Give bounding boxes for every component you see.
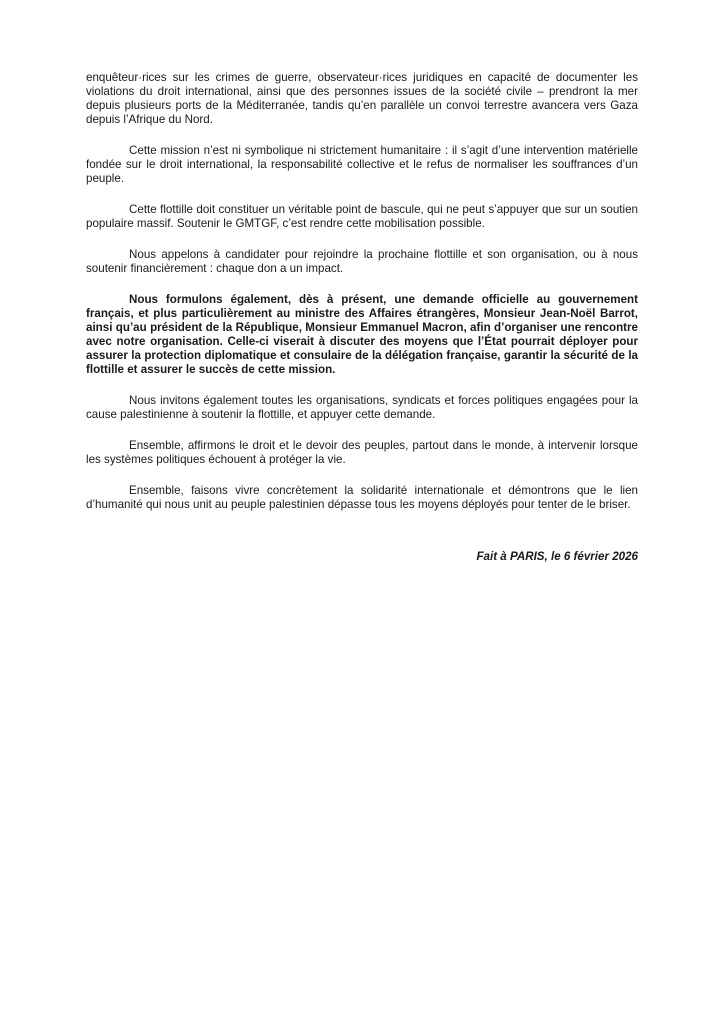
paragraph-solidarity: Ensemble, faisons vivre concrètement la solidarité internationale et démontrons que le lien d’humanité qui nous unit au peuple palestinien dépasse tous les moyens déployés pour tenter de le briser. xyxy=(86,484,638,511)
document-body xyxy=(86,71,638,564)
paragraph-invite-organisations: Nous invitons également toutes les organisations, syndicats et forces politiques engagées pour la cause palestinienne à soutenir la flottille, et appuyer cette demande. xyxy=(86,394,638,421)
paragraph-turning-point: Cette flottille doit constituer un véritable point de bascule, qui ne peut s’appuyer que sur un soutien populaire massif. Soutenir le GMTGF, c’est rendre cette mobilisation possible. xyxy=(86,203,638,230)
paragraph-investigators: enquêteur·rices sur les crimes de guerre, observateur·rices juridiques en capacité de documenter les violations du droit international, ainsi que des personnes issues de la société civile – prendront la mer depuis plusieurs ports de la Méditerranée, tandis qu’en parallèle un convoi terrestre avancera vers Gaza depuis l’Afrique du Nord. xyxy=(86,71,638,126)
signature-place-date: Fait à PARIS, le 6 février 2026 xyxy=(476,550,638,563)
paragraph-affirm-rights: Ensemble, affirmons le droit et le devoir des peuples, partout dans le monde, à intervenir lorsque les systèmes politiques échouent à protéger la vie. xyxy=(86,439,638,466)
paragraph-call-to-apply: Nous appelons à candidater pour rejoindre la prochaine flottille et son organisation, ou à nous soutenir financièrement : chaque don a un impact. xyxy=(86,248,638,275)
paragraph-official-request: Nous formulons également, dès à présent, une demande officielle au gouvernement français, et plus particulièrement au ministre des Affaires étrangères, Monsieur Jean-Noël Barrot, ainsi qu’au président de la République, Monsieur Emmanuel Macron, afin d’organiser une rencontre avec notre organisation. Celle-ci viserait à discuter des moyens que l’État pourrait déployer pour assurer la protection diplomatique et consulaire de la délégation française, garantir la sécurité de la flottille et assurer le succès de cette mission. xyxy=(86,293,638,376)
paragraph-mission-nature: Cette mission n’est ni symbolique ni strictement humanitaire : il s’agit d’une intervention matérielle fondée sur le droit international, la responsabilité collective et le refus de normaliser les souffrances d’un peuple. xyxy=(86,144,638,185)
